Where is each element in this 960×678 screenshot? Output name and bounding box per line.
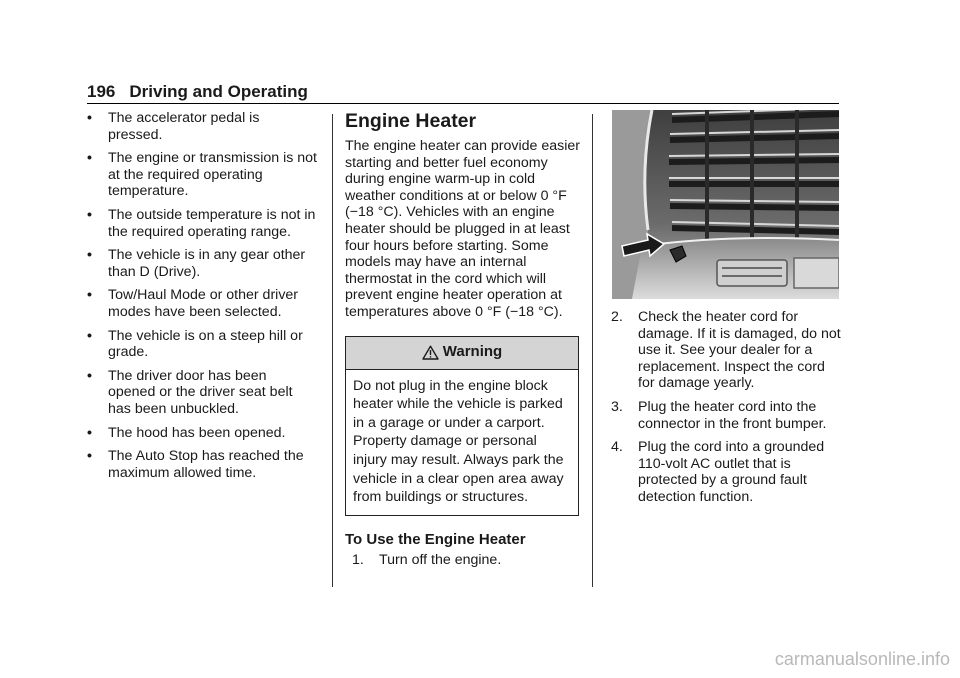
steps-list-continued: [611, 309, 841, 506]
step-number: 2.: [611, 309, 623, 325]
list-item: • The vehicle is in any gear other than D (Drive).: [87, 247, 306, 280]
bullet-icon: •: [87, 150, 92, 167]
warning-box: [345, 336, 579, 516]
list-item: 4. Plug the cord into a grounded 110-volt AC outlet that is protected by a ground fault detection function.: [611, 439, 825, 505]
page-header: [87, 82, 839, 102]
list-item: • The driver door has been opened or the driver seat belt has been unbuckled.: [87, 367, 293, 417]
list-item: • The accelerator pedal is pressed.: [87, 110, 260, 143]
page-number: 196: [87, 82, 116, 101]
list-item: • The engine or transmission is not at the required operating temperature.: [87, 150, 317, 200]
warning-title: Warning: [442, 343, 503, 361]
step-number: 1.: [352, 552, 364, 569]
column-divider-left: [332, 114, 333, 587]
middle-column: [345, 110, 581, 576]
column-divider-right: [592, 114, 593, 587]
subsection-title: To Use the Engine Heater: [345, 530, 526, 548]
warning-triangle-icon: [422, 345, 439, 360]
list-item: 1. Turn off the engine.: [352, 552, 502, 569]
bullet-icon: •: [87, 247, 92, 264]
bullet-icon: •: [87, 110, 92, 126]
warning-text: Do not plug in the engine block heater while the vehicle is parked in a garage or under a carport. Property damage or personal injury may result. Always park the vehicle in a clear open area away from buildings or structures.: [353, 377, 564, 506]
list-item: 3. Plug the heater cord into the connector in the front bumper.: [611, 398, 827, 432]
page-title: Driving and Operating: [129, 82, 308, 101]
list-item: • Tow/Haul Mode or other driver modes have been selected.: [87, 287, 299, 320]
bullet-icon: •: [87, 367, 92, 384]
bullet-icon: •: [87, 327, 92, 344]
left-column: [87, 110, 317, 488]
watermark: carmanualsonline.info: [774, 649, 950, 669]
bullet-icon: •: [87, 206, 92, 223]
auto-stop-conditions-list: [87, 110, 317, 481]
steps-list: [345, 552, 581, 569]
list-item: • The hood has been opened.: [87, 424, 286, 441]
list-item: • The Auto Stop has reached the maximum allowed time.: [87, 448, 304, 481]
list-item: • The vehicle is on a steep hill or grade.: [87, 327, 303, 361]
section-title: Engine Heater: [345, 110, 477, 132]
engine-heater-intro: The engine heater can provide easier starting and better fuel economy during engine warm-up in cold weather conditions at or below 0 °F (−18 °C). Vehicles with an engine heater should be plugged in at least four hours before starting. Some models may have an internal thermostat in the cord which will prevent engine heater operation at temperatures above 0 °F (−18 °C).: [345, 138, 581, 320]
header-rule: [87, 103, 839, 104]
bullet-icon: •: [87, 448, 92, 465]
bullet-icon: •: [87, 287, 92, 304]
list-item: 2. Check the heater cord for damage. If it is damaged, do not use it. See your dealer for a replacement. Inspect the cord for damage yearly.: [611, 309, 841, 392]
list-item: • The outside temperature is not in the required operating range.: [87, 206, 316, 240]
step-number: 4.: [611, 439, 623, 456]
right-column: [611, 110, 841, 513]
bullet-icon: •: [87, 424, 92, 441]
front-bumper-photo: [612, 110, 839, 299]
warning-header: [346, 337, 578, 370]
step-number: 3.: [611, 398, 623, 415]
